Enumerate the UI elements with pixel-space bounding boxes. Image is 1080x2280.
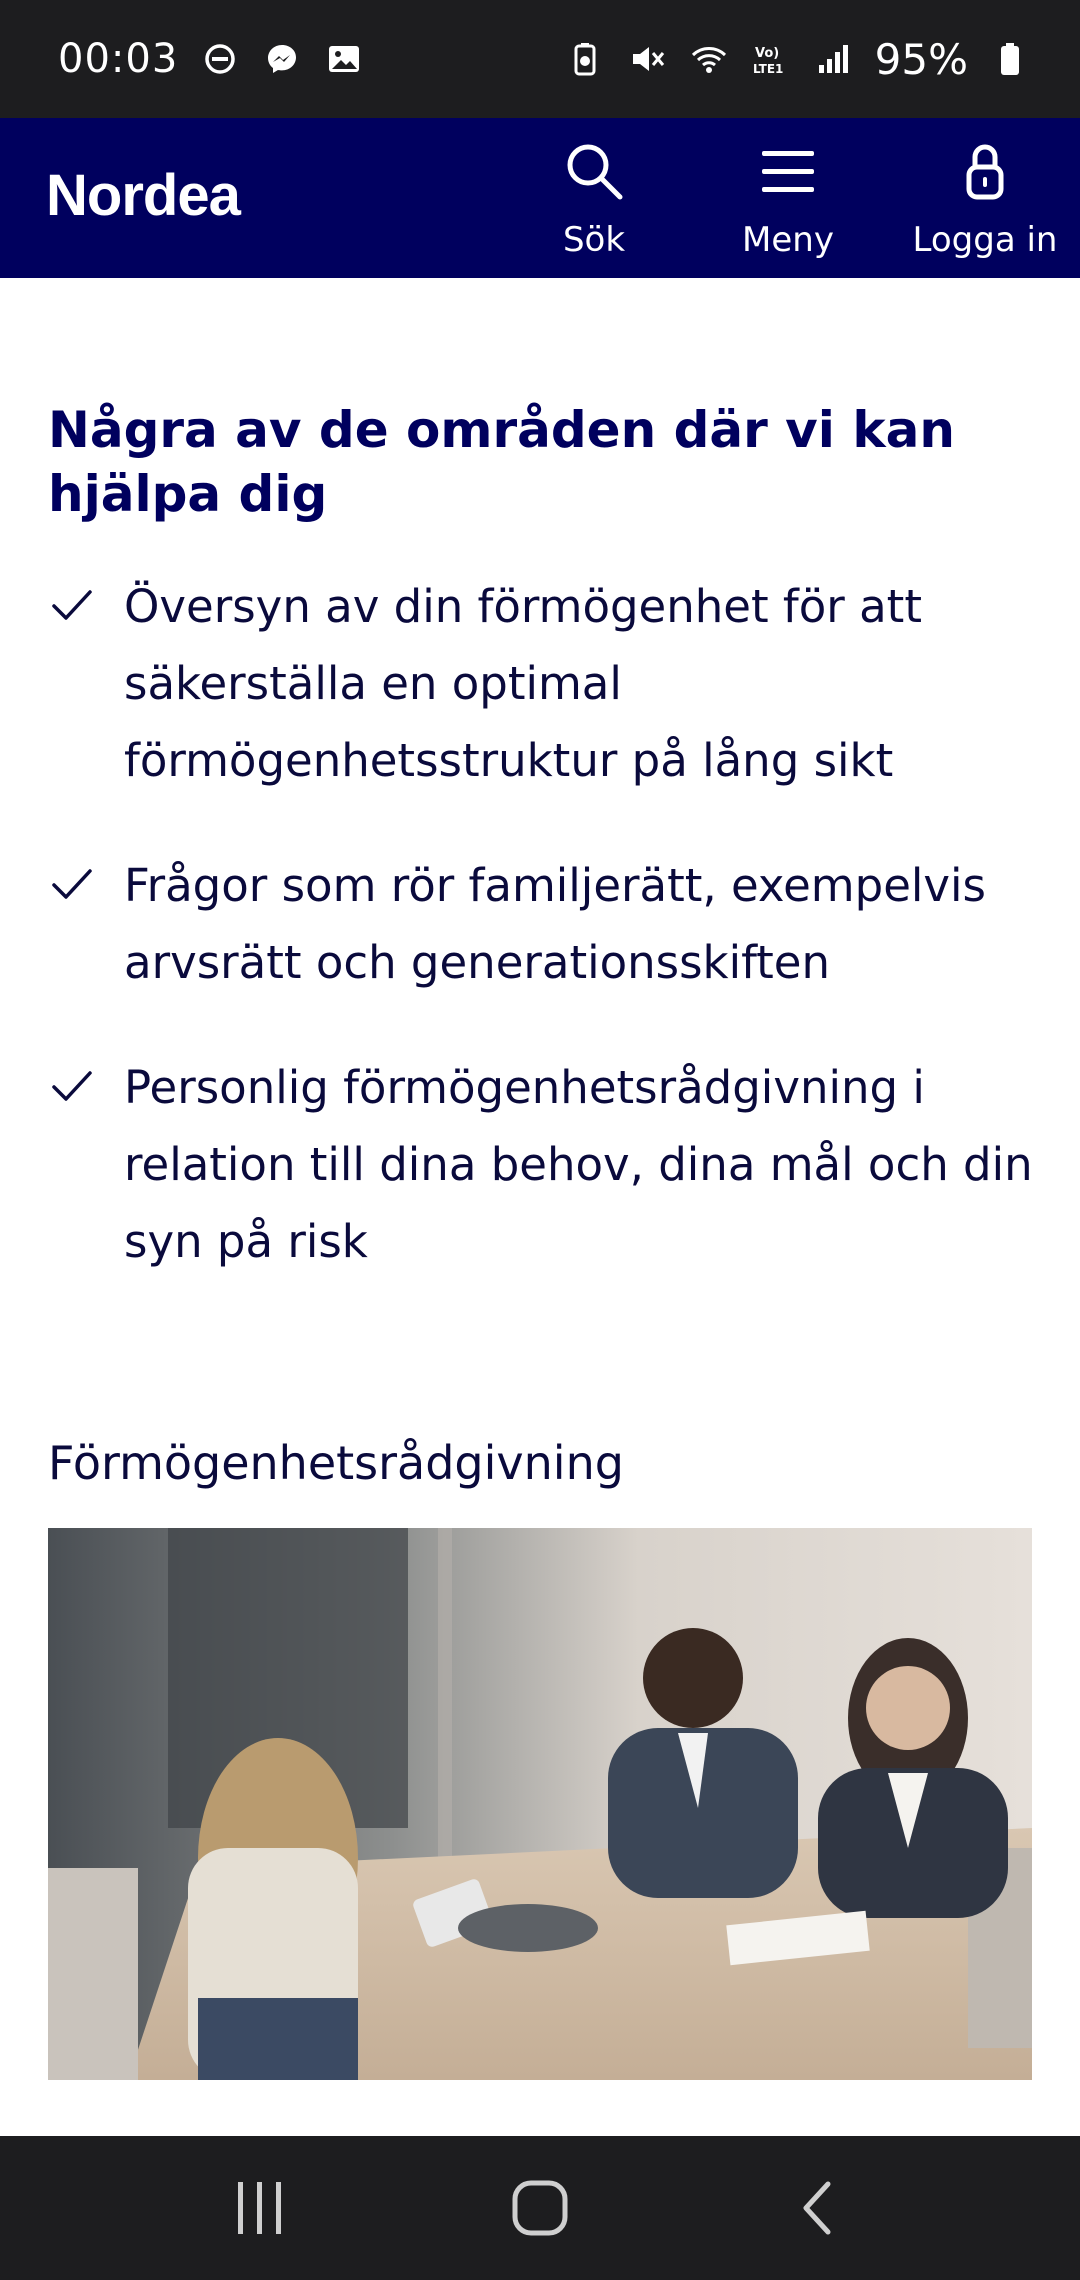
section-heading: Några av de områden där vi kan hjälpa dig <box>48 401 955 523</box>
list-item-text: Frågor som rör familjerätt, exempelvis arvsrätt och generationsskiften <box>124 859 986 989</box>
gallery-icon <box>324 39 364 79</box>
home-button[interactable] <box>470 2158 610 2258</box>
back-button[interactable] <box>750 2158 890 2258</box>
nordea-logo[interactable]: Nordea <box>46 163 240 228</box>
login-button[interactable] <box>900 128 1070 268</box>
app-header <box>0 118 1080 278</box>
search-label: Sök <box>562 220 626 260</box>
lock-icon <box>950 136 1020 206</box>
volte-icon <box>751 39 791 79</box>
login-label: Logga in <box>912 220 1058 260</box>
battery-saver-icon <box>565 39 605 79</box>
checkmark-icon <box>48 865 96 905</box>
search-button[interactable] <box>534 128 654 268</box>
status-time: 00:03 <box>58 36 179 82</box>
meeting-photo <box>48 1528 1032 2080</box>
home-icon <box>510 2178 570 2238</box>
back-icon <box>790 2178 850 2238</box>
hamburger-menu-icon <box>753 136 823 206</box>
recent-apps-button[interactable] <box>190 2158 330 2258</box>
battery-percent: 95% <box>874 34 968 84</box>
recent-apps-icon <box>230 2178 290 2238</box>
messenger-icon <box>262 39 302 79</box>
list-item <box>48 847 1038 1001</box>
signal-icon <box>813 39 853 79</box>
svg-text:LTE1: LTE1 <box>752 62 784 76</box>
do-not-disturb-icon <box>200 39 240 79</box>
list-item-text: Personlig förmögenhetsrådgivning i relation till dina behov, dina mål och din syn på risk <box>124 1061 1033 1268</box>
search-icon <box>559 136 629 206</box>
status-bar <box>0 0 1080 118</box>
wifi-icon <box>689 39 729 79</box>
benefit-list <box>48 568 1038 1328</box>
svg-text:Vo): Vo) <box>754 46 779 61</box>
list-item <box>48 1049 1038 1280</box>
image-caption: Förmögenhetsrådgivning <box>48 1436 624 1490</box>
mute-icon <box>627 39 667 79</box>
checkmark-icon <box>48 1067 96 1107</box>
list-item-text: Översyn av din förmögenhet för att säkerställa en optimal förmögenhetsstruktur på lång sikt <box>124 580 922 787</box>
menu-button[interactable] <box>728 128 848 268</box>
menu-label: Meny <box>742 220 834 260</box>
status-right <box>565 35 1030 84</box>
battery-icon <box>990 39 1030 79</box>
system-navigation-bar <box>0 2136 1080 2280</box>
list-item <box>48 568 1038 799</box>
checkmark-icon <box>48 586 96 626</box>
status-left <box>58 36 364 82</box>
